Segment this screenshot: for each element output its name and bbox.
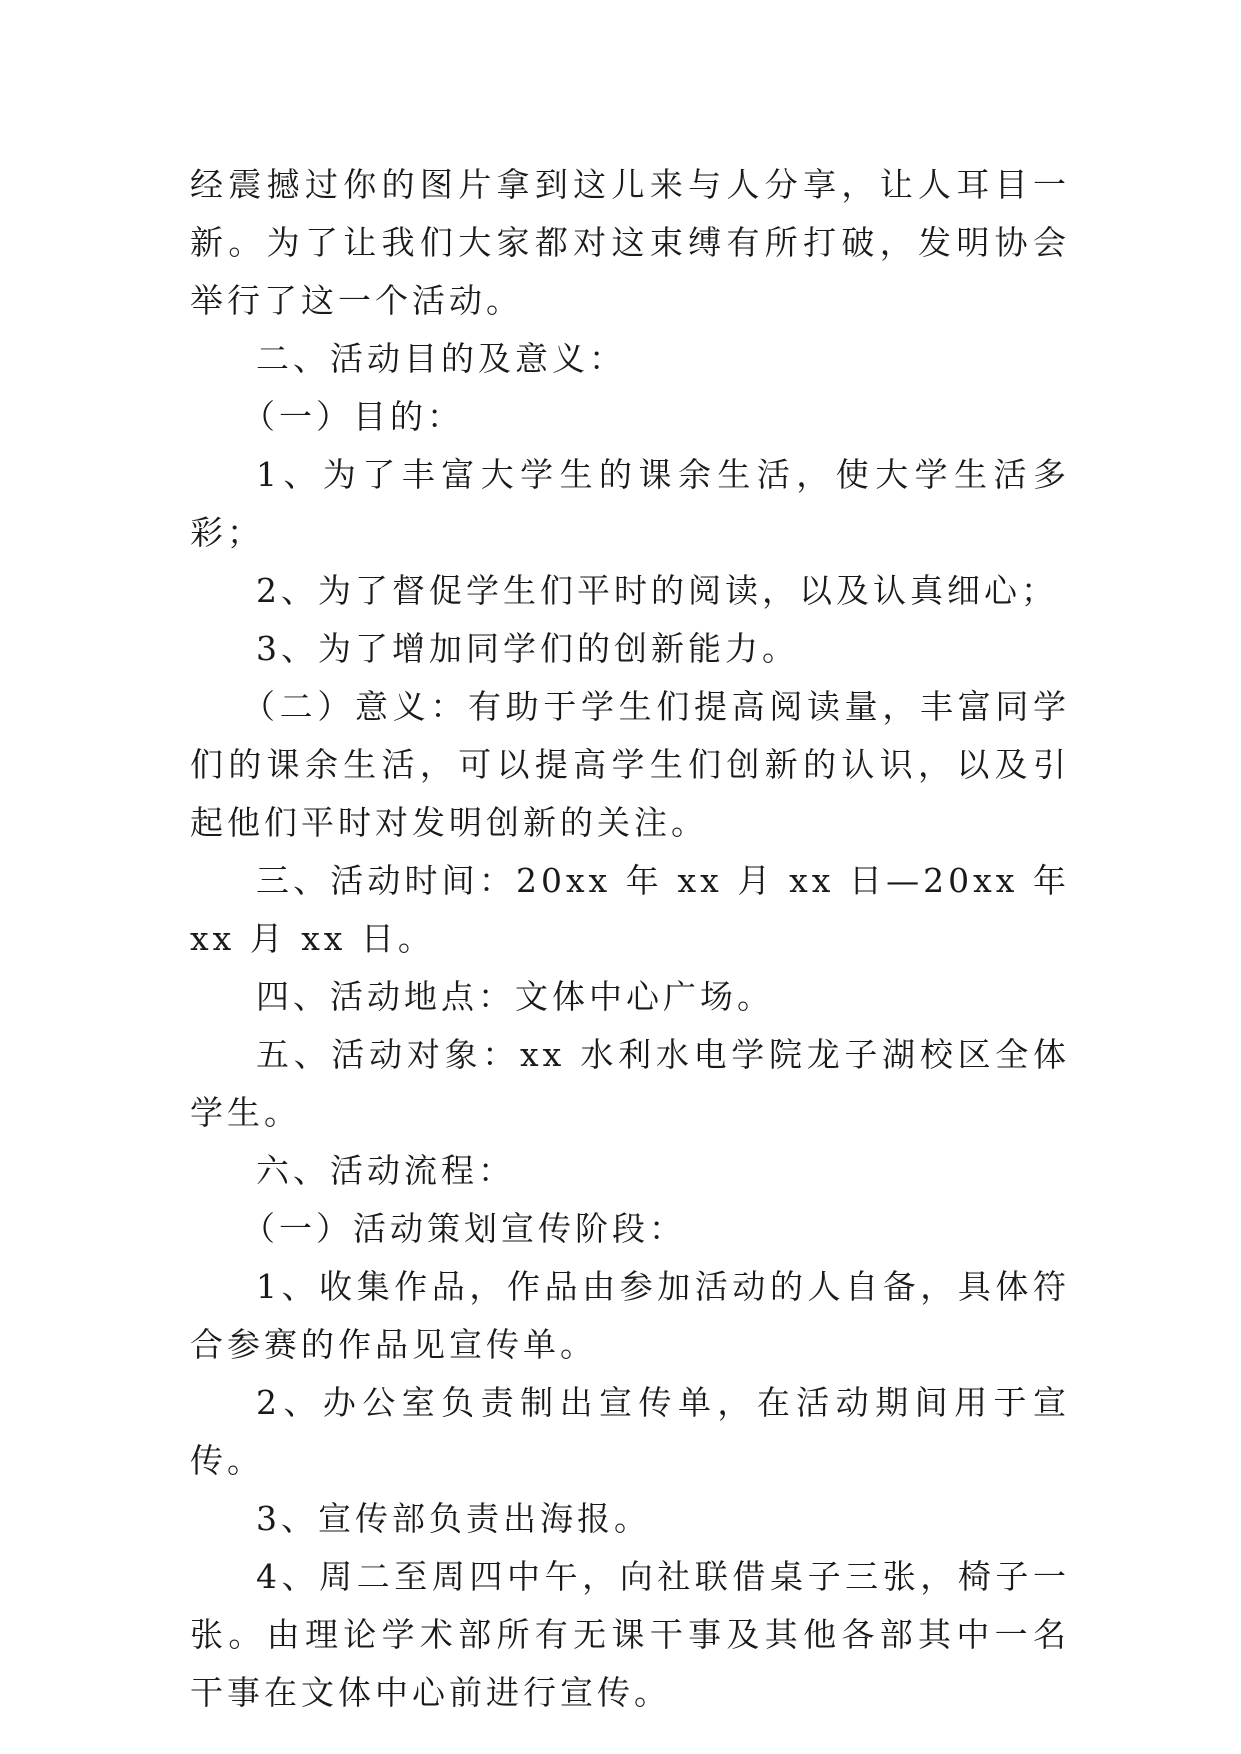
paragraph-significance: （二）意义：有助于学生们提高阅读量，丰富同学们的课余生活，可以提高学生们创新的认识，以及引起他们平时对发明创新的关注。 — [190, 687, 1070, 842]
section-heading-purpose: 二、活动目的及意义： — [256, 339, 626, 378]
list-item-process-4: 4、周二至周四中午，向社联借桌子三张，椅子一张。由理论学术部所有无课干事及其他各部其中一名干事在文体中心前进行宣传。 — [190, 1557, 1070, 1712]
list-item-goal-2: 2、为了督促学生们平时的阅读，以及认真细心； — [256, 571, 1058, 610]
document-body — [190, 156, 1070, 1722]
list-item-process-3: 3、宣传部负责出海报。 — [256, 1499, 651, 1538]
list-item-process-2: 2、办公室负责制出宣传单，在活动期间用于宣传。 — [190, 1383, 1070, 1480]
section-activity-audience: 五、活动对象：xx 水利水电学院龙子湖校区全体学生。 — [190, 1035, 1070, 1132]
subheading-planning-stage: （一）活动策划宣传阶段： — [242, 1209, 686, 1248]
section-heading-process: 六、活动流程： — [256, 1151, 515, 1190]
list-item-goal-3: 3、为了增加同学们的创新能力。 — [256, 629, 799, 668]
section-activity-location: 四、活动地点：文体中心广场。 — [256, 977, 774, 1016]
paragraph-intro-continued: 经震撼过你的图片拿到这儿来与人分享，让人耳目一新。为了让我们大家都对这束缚有所打破，发明协会举行了这一个活动。 — [190, 165, 1070, 320]
subheading-goal: （一）目的： — [242, 397, 464, 436]
list-item-process-1: 1、收集作品，作品由参加活动的人自备，具体符合参赛的作品见宣传单。 — [190, 1267, 1070, 1364]
section-activity-time: 三、活动时间：20xx 年 xx 月 xx 日—20xx 年 xx 月 xx 日。 — [190, 861, 1070, 958]
list-item-goal-1: 1、为了丰富大学生的课余生活，使大学生活多彩； — [190, 455, 1070, 552]
